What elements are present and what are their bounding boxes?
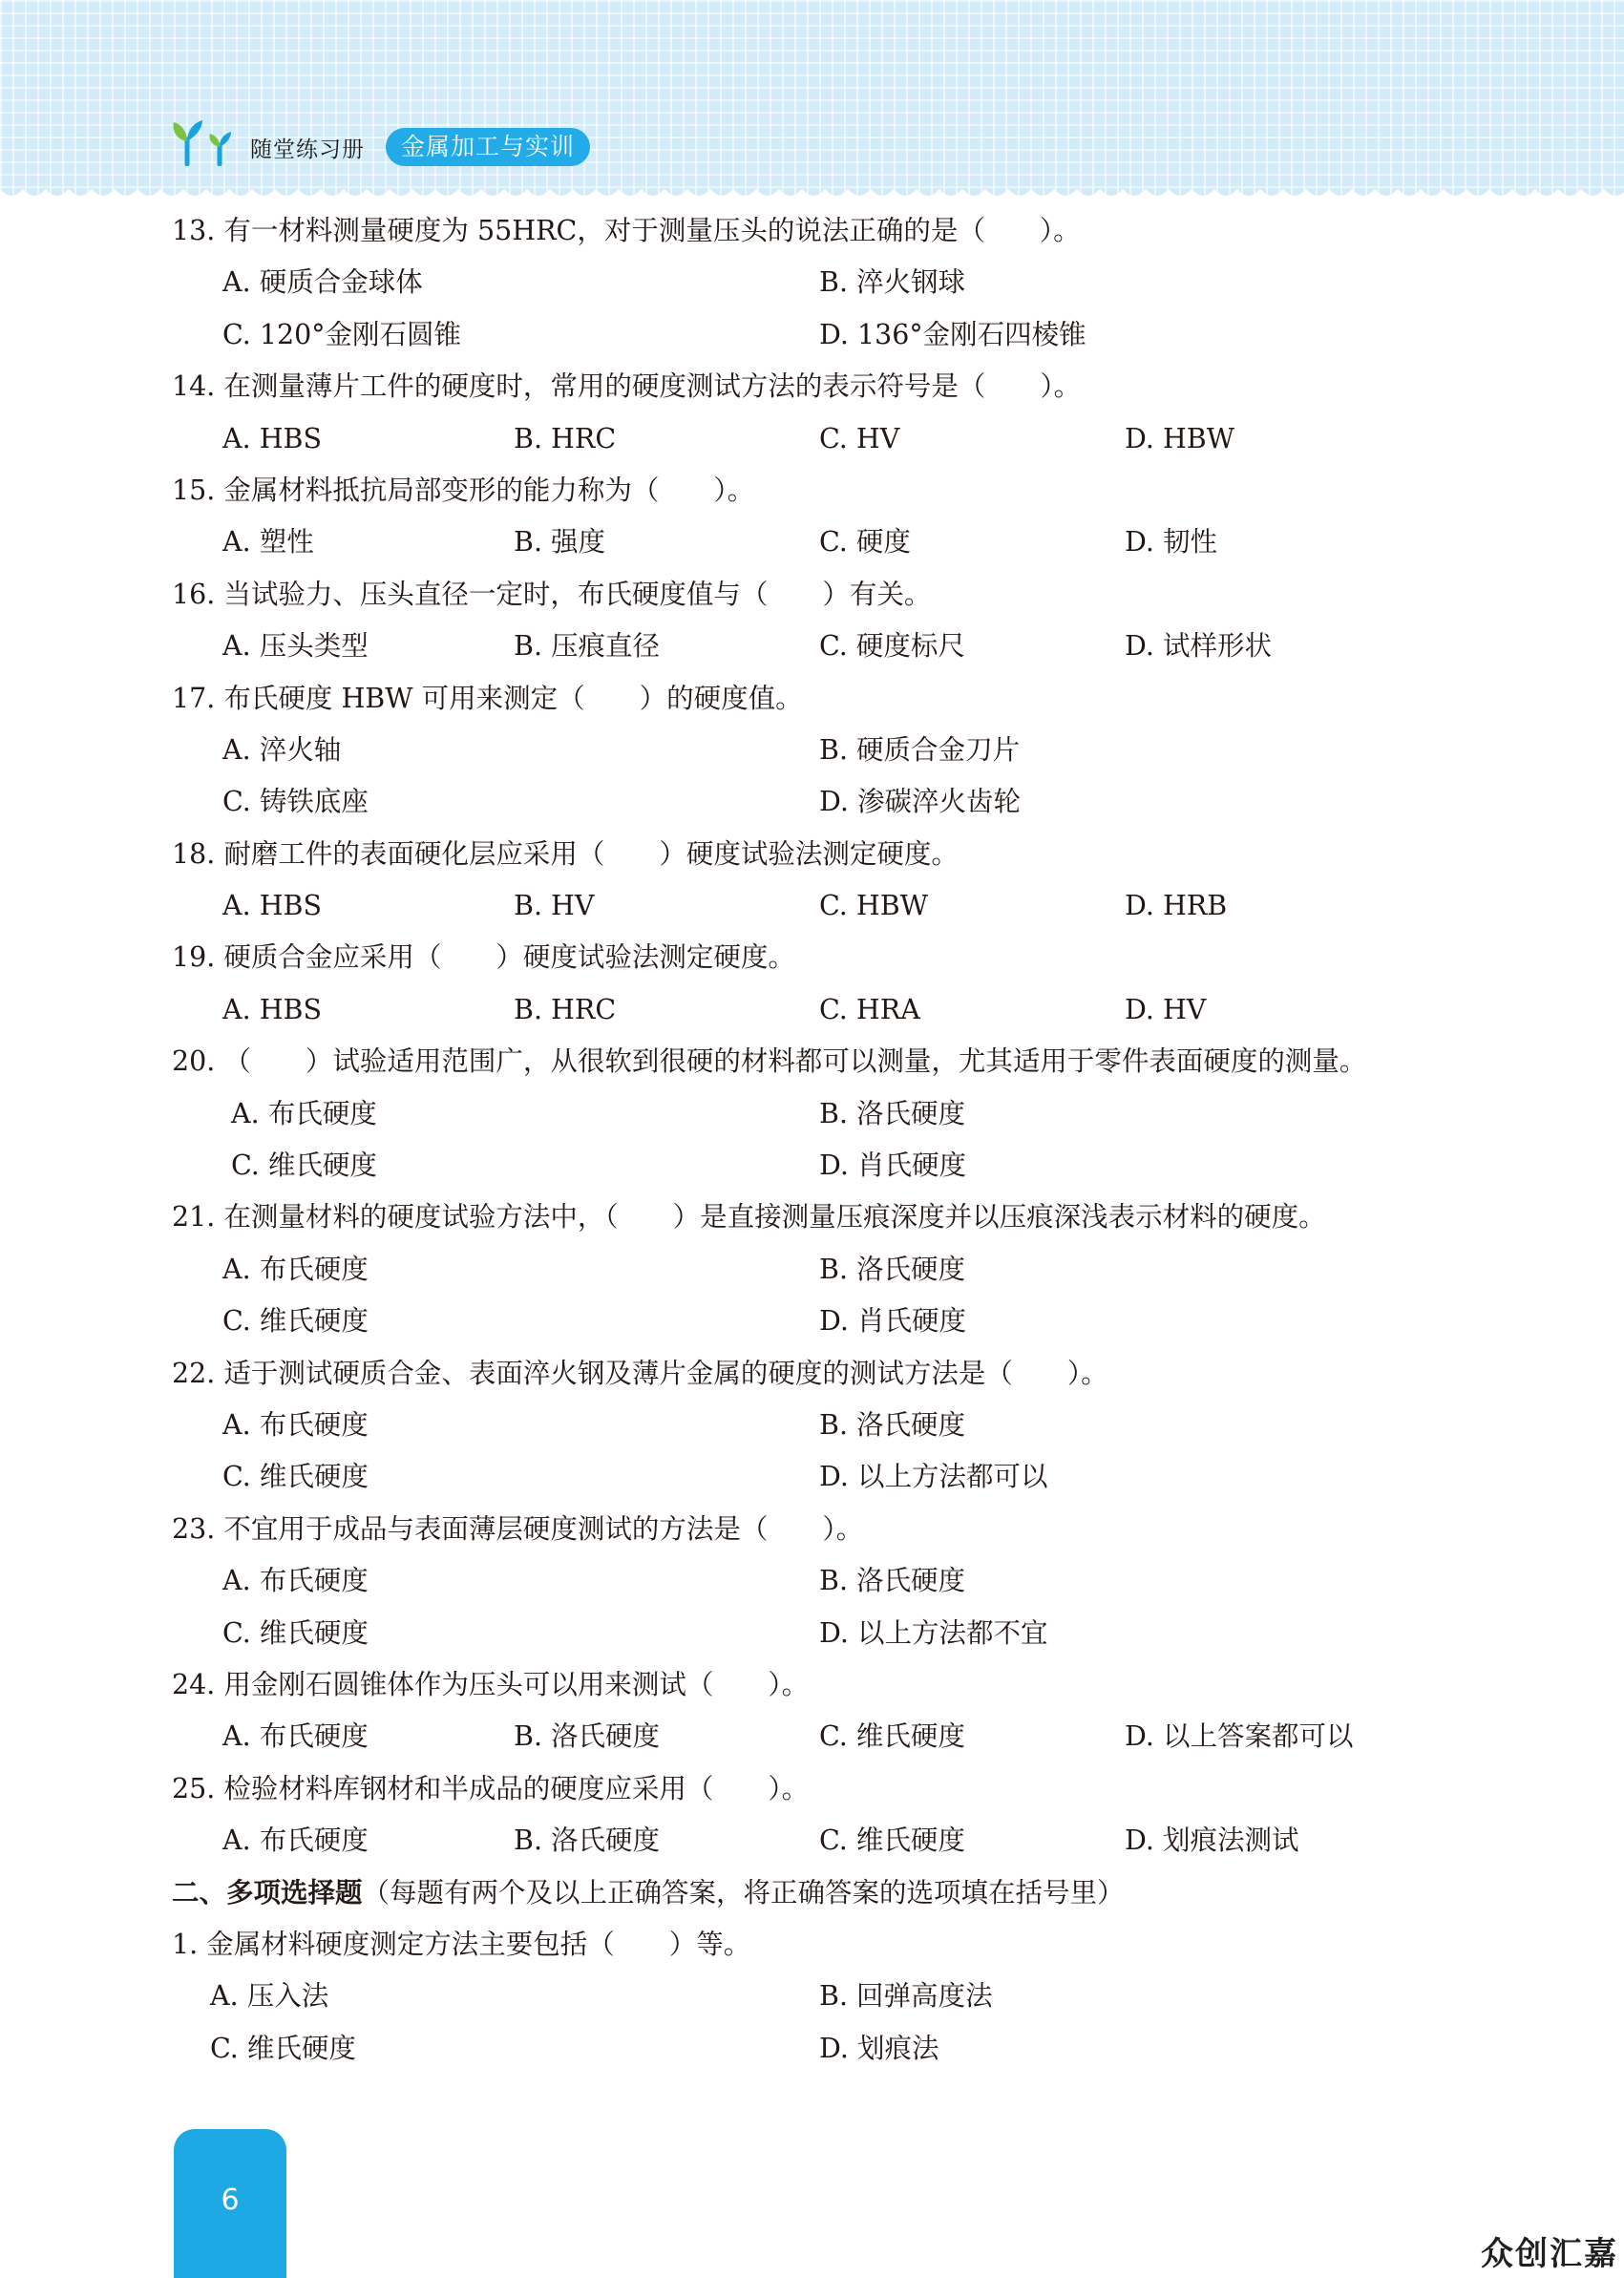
option-row (172, 1244, 1470, 1296)
option: B. 洛氏硬度 (819, 1253, 966, 1285)
question-text: 1. 金属材料硬度测定方法主要包括（ ）等。 (172, 1928, 751, 1960)
option: A. 压头类型 (222, 630, 369, 663)
option-row (172, 1400, 1470, 1451)
section-title: 二、多项选择题 (172, 1876, 363, 1909)
option-row (172, 984, 1470, 1036)
option-row (172, 1711, 1470, 1762)
question-stem (172, 1504, 1470, 1555)
header-banner (0, 0, 1624, 200)
option-row (172, 1608, 1470, 1659)
question-text: 14. 在测量薄片工件的硬度时，常用的硬度测试方法的表示符号是（ ）。 (172, 370, 1082, 403)
option: A. 布氏硬度 (222, 1408, 369, 1441)
question-stem (172, 1192, 1470, 1243)
question-text: 25. 检验材料库钢材和半成品的硬度应采用（ ）。 (172, 1772, 810, 1804)
option: A. 硬质合金球体 (222, 266, 423, 299)
option-row (172, 725, 1470, 776)
option: B. 洛氏硬度 (819, 1408, 966, 1441)
question-text: 22. 适于测试硬质合金、表面淬火钢及薄片金属的硬度的测试方法是（ ）。 (172, 1357, 1108, 1389)
option: A. 压入法 (210, 1980, 329, 2013)
question-stem (172, 1659, 1470, 1711)
question-stem (172, 569, 1470, 621)
question-text: 15. 金属材料抵抗局部变形的能力称为（ ）。 (172, 474, 755, 506)
option: D. 试样形状 (1125, 630, 1272, 663)
option: C. 维氏硬度 (819, 1825, 965, 1857)
question-text: 24. 用金刚石圆锥体作为压头可以用来测试（ ）。 (172, 1668, 810, 1700)
option: C. 120°金刚石圆锥 (222, 318, 462, 350)
option-row (172, 880, 1470, 932)
question-stem (172, 1763, 1470, 1815)
option: B. 洛氏硬度 (819, 1565, 966, 1597)
book-title-badge: 金属加工与实训 (386, 128, 590, 166)
option: A. 布氏硬度 (222, 1825, 369, 1857)
option-row (172, 413, 1470, 465)
wave-divider (0, 181, 1624, 206)
option: D. HRB (1125, 890, 1228, 922)
question-text: 20. （ ）试验适用范围广，从很软到很硬的材料都可以测量，尤其适用于零件表面硬度的测量。 (172, 1045, 1367, 1078)
question-stem (172, 465, 1470, 517)
option: A. HBS (222, 993, 323, 1025)
option: C. 维氏硬度 (210, 2032, 356, 2064)
option-row (172, 1555, 1470, 1607)
option: D. 韧性 (1125, 526, 1217, 559)
option: D. 以上方法都可以 (819, 1461, 1048, 1493)
option: C. HV (819, 422, 900, 454)
option-row (172, 2023, 1470, 2075)
option: A. 布氏硬度 (222, 1565, 369, 1597)
page-number: 6 (174, 2129, 286, 2278)
option-row (172, 1451, 1470, 1503)
option-row (172, 1815, 1470, 1867)
option: B. 淬火钢球 (819, 266, 966, 299)
question-stem (172, 932, 1470, 983)
option: A. 布氏硬度 (222, 1720, 369, 1753)
option: D. HBW (1125, 422, 1235, 454)
option: D. 以上方法都不宜 (819, 1616, 1048, 1649)
option: A. HBS (222, 890, 323, 922)
option: D. 肖氏硬度 (819, 1305, 966, 1338)
watermark: 众创汇嘉 (1481, 2235, 1618, 2273)
option-row (172, 309, 1470, 361)
sprout-logo-icon (170, 118, 239, 166)
option-row (172, 621, 1470, 672)
option: A. 布氏硬度 (231, 1097, 377, 1129)
option-row (172, 1140, 1470, 1192)
option-row (172, 517, 1470, 568)
option: C. 铸铁底座 (222, 786, 369, 818)
option-row (172, 1296, 1470, 1347)
option: C. 硬度标尺 (819, 630, 965, 663)
question-stem (172, 1919, 1470, 1971)
option: D. 136°金刚石四棱锥 (819, 318, 1086, 350)
option-row (172, 257, 1470, 308)
question-text: 16. 当试验力、压头直径一定时，布氏硬度值与（ ）有关。 (172, 578, 932, 610)
option-row (172, 776, 1470, 828)
option: D. 以上答案都可以 (1125, 1720, 1354, 1753)
question-text: 23. 不宜用于成品与表面薄层硬度测试的方法是（ ）。 (172, 1512, 864, 1545)
question-stem (172, 829, 1470, 880)
question-stem (172, 205, 1470, 257)
question-stem (172, 361, 1470, 412)
option: C. HBW (819, 890, 928, 922)
question-text: 13. 有一材料测量硬度为 55HRC，对于测量压头的说法正确的是（ ）。 (172, 215, 1081, 246)
option: C. 维氏硬度 (222, 1616, 369, 1649)
option: C. 维氏硬度 (222, 1461, 369, 1493)
option: C. 维氏硬度 (222, 1305, 369, 1338)
option: D. 渗碳淬火齿轮 (819, 786, 1021, 818)
question-stem (172, 673, 1470, 725)
option: B. HRC (514, 422, 617, 454)
question-text: 17. 布氏硬度 HBW 可用来测定（ ）的硬度值。 (172, 682, 803, 714)
question-text: 21. 在测量材料的硬度试验方法中，（ ）是直接测量压痕深度并以压痕深浅表示材料的硬度。 (172, 1201, 1326, 1234)
option-row (172, 1971, 1470, 2022)
option: A. 塑性 (222, 526, 314, 559)
option: D. 划痕法测试 (1125, 1825, 1299, 1857)
question-stem (172, 1348, 1470, 1400)
option: C. 维氏硬度 (231, 1150, 377, 1182)
option: D. 肖氏硬度 (819, 1150, 966, 1182)
series-brand: 随堂练习册 (250, 137, 365, 162)
option: A. HBS (222, 422, 323, 454)
option: B. 强度 (514, 526, 606, 559)
option: B. 洛氏硬度 (514, 1825, 661, 1857)
option: A. 布氏硬度 (222, 1253, 369, 1285)
option: B. 硬质合金刀片 (819, 733, 1021, 766)
option: C. HRA (819, 993, 920, 1025)
question-text: 19. 硬质合金应采用（ ）硬度试验法测定硬度。 (172, 941, 795, 974)
question-stem (172, 1036, 1470, 1087)
question-list (172, 205, 1470, 2075)
option: B. HV (514, 890, 595, 922)
question-text: 18. 耐磨工件的表面硬化层应采用（ ）硬度试验法测定硬度。 (172, 837, 959, 870)
option: C. 维氏硬度 (819, 1720, 965, 1753)
option: B. 回弹高度法 (819, 1980, 993, 2013)
section-heading (172, 1867, 1470, 1919)
option: B. HRC (514, 993, 617, 1025)
option: B. 洛氏硬度 (514, 1720, 661, 1753)
option-row (172, 1088, 1470, 1140)
option: B. 压痕直径 (514, 630, 661, 663)
option: D. 划痕法 (819, 2032, 939, 2064)
option: D. HV (1125, 993, 1207, 1025)
option: B. 洛氏硬度 (819, 1097, 966, 1129)
section-note: （每题有两个及以上正确答案，将正确答案的选项填在括号里） (362, 1876, 1125, 1909)
option: C. 硬度 (819, 526, 911, 559)
option: A. 淬火轴 (222, 733, 342, 766)
